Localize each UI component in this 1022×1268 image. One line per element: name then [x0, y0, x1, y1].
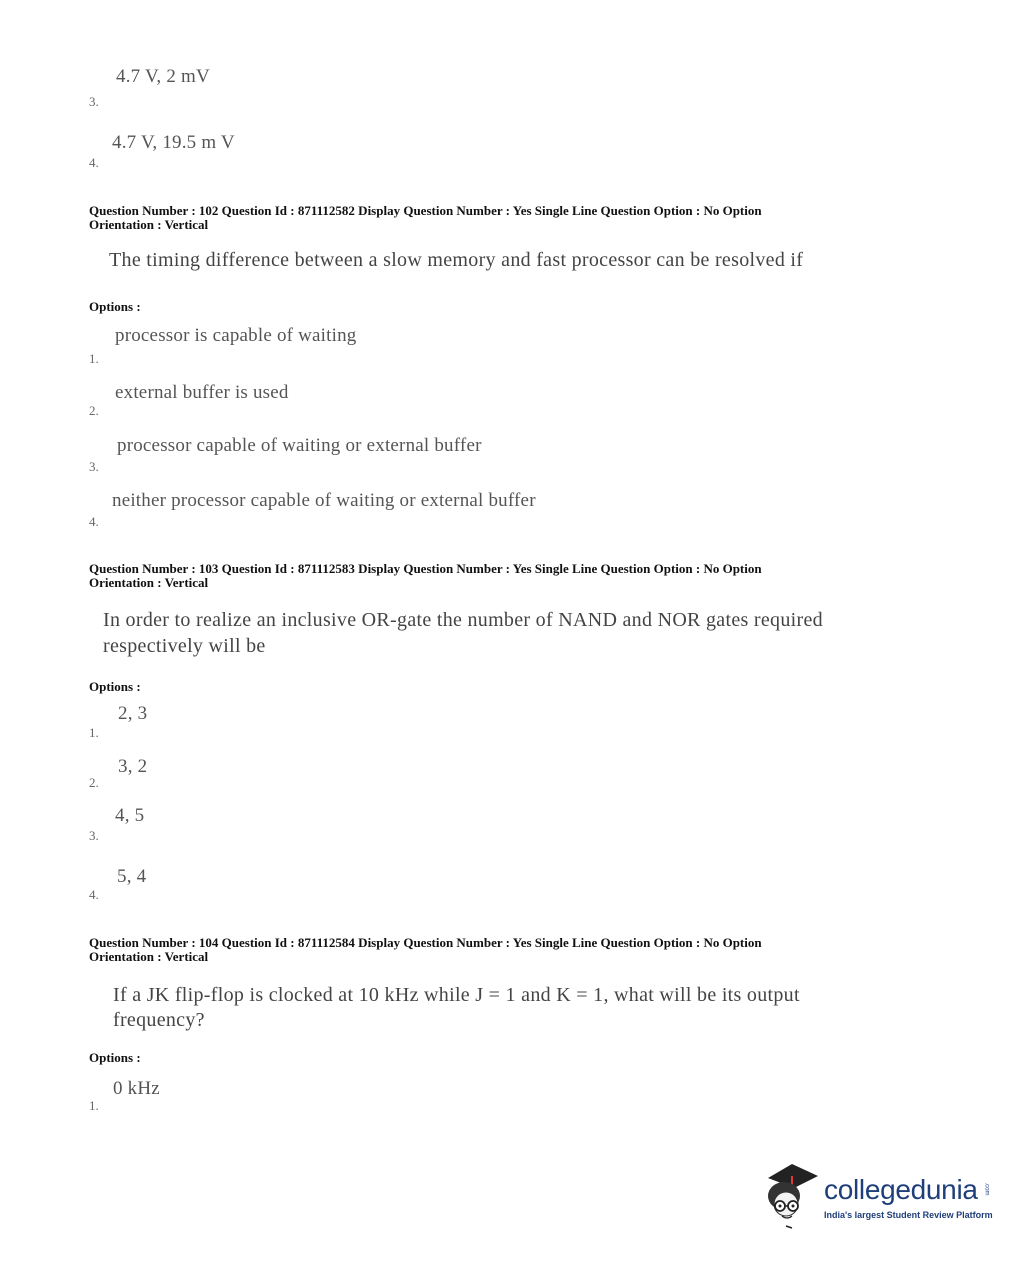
option-text: neither processor capable of waiting or external buffer [112, 490, 536, 511]
option-text: 5, 4 [117, 866, 147, 887]
question-meta-line2: Orientation : Vertical [89, 949, 209, 964]
option-number: 2. [89, 775, 99, 790]
mascot-icon [762, 1160, 822, 1232]
question-text-line1: If a JK flip-flop is clocked at 10 kHz while J = 1 and K = 1, what will be its output [113, 984, 800, 1006]
option-number: 1. [89, 351, 99, 366]
question-text-line2: frequency? [113, 1009, 205, 1031]
option-text: 4.7 V, 2 mV [116, 66, 210, 87]
option-number: 3. [89, 828, 99, 843]
option-number: 3. [89, 94, 99, 109]
question-meta-line2: Orientation : Vertical [89, 575, 209, 590]
option-number: 1. [89, 1098, 99, 1113]
option-text: 2, 3 [118, 703, 148, 724]
logo-tm: .com [983, 1182, 990, 1196]
option-number: 3. [89, 459, 99, 474]
question-text: The timing difference between a slow memory and fast processor can be resolved if [109, 249, 804, 271]
option-number: 4. [89, 887, 99, 902]
option-text: processor capable of waiting or external buffer [117, 435, 482, 456]
question-meta-line2: Orientation : Vertical [89, 217, 209, 232]
question-meta-line1: Question Number : 104 Question Id : 871112584 Display Question Number : Yes Single Line Question Option : No Option [89, 935, 762, 950]
option-number: 2. [89, 403, 99, 418]
option-text: processor is capable of waiting [115, 325, 357, 346]
question-text-line1: In order to realize an inclusive OR-gate the number of NAND and NOR gates required [103, 609, 823, 631]
collegedunia-logo [762, 1160, 992, 1235]
question-meta [89, 204, 869, 232]
options-label: Options : [89, 299, 141, 314]
options-label: Options : [89, 1050, 141, 1065]
logo-tagline: India's largest Student Review Platform [824, 1210, 993, 1220]
question-text-line2: respectively will be [103, 635, 266, 657]
logo-name: collegedunia [824, 1174, 978, 1205]
option-text: 0 kHz [113, 1078, 160, 1099]
options-label: Options : [89, 679, 141, 694]
question-meta [89, 936, 869, 964]
option-text: external buffer is used [115, 382, 289, 403]
option-text: 4, 5 [115, 805, 145, 826]
option-number: 4. [89, 514, 99, 529]
question-meta-line1: Question Number : 103 Question Id : 871112583 Display Question Number : Yes Single Line Question Option : No Option [89, 561, 762, 576]
question-meta-line1: Question Number : 102 Question Id : 871112582 Display Question Number : Yes Single Line Question Option : No Option [89, 203, 762, 218]
option-text: 3, 2 [118, 756, 148, 777]
option-text: 4.7 V, 19.5 m V [112, 132, 235, 153]
option-number: 1. [89, 725, 99, 740]
option-number: 4. [89, 155, 99, 170]
question-meta [89, 562, 869, 590]
